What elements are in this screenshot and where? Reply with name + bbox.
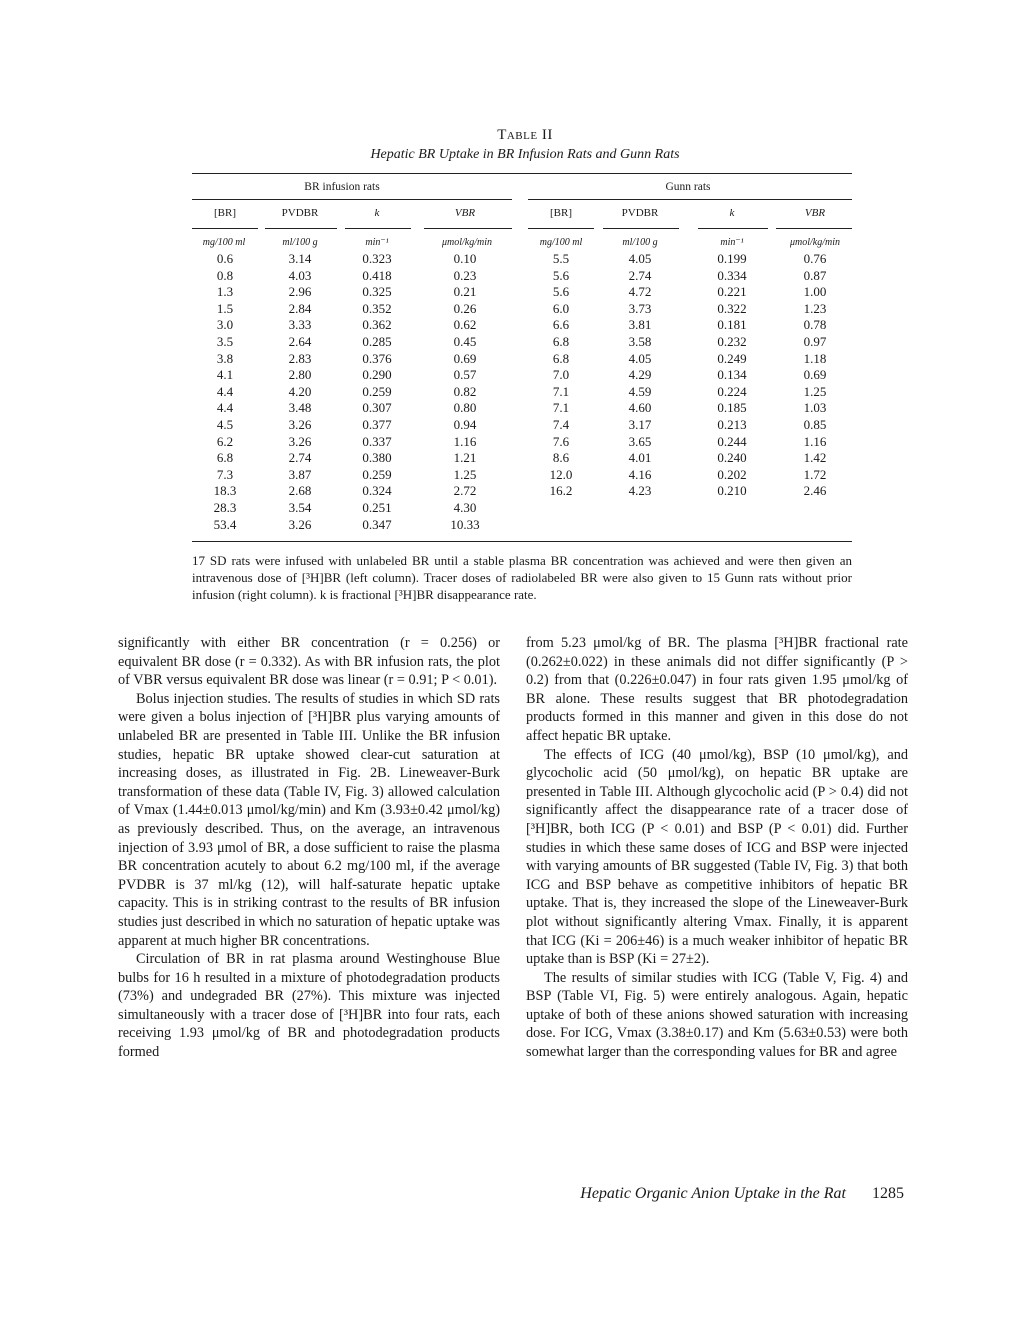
- header-rule: [265, 228, 337, 229]
- table-cell: 1.16: [803, 433, 827, 449]
- table-bottom-rule: [192, 541, 852, 542]
- table-row: [0, 400, 1020, 417]
- table-row: [0, 334, 1020, 351]
- table-row: [0, 317, 1020, 334]
- table-cell: 2.68: [288, 483, 312, 499]
- table-cell: 1.23: [803, 300, 827, 316]
- table-cell: 0.352: [362, 300, 392, 316]
- table-cell: 28.3: [213, 499, 237, 515]
- table-row: [0, 301, 1020, 318]
- table-label: [0, 127, 1020, 144]
- table-cell: 1.42: [803, 450, 827, 466]
- table-cell: 2.84: [288, 300, 312, 316]
- table-cell: 3.48: [288, 400, 312, 416]
- table-cell: 6.8: [216, 450, 234, 466]
- table-cell: 4.05: [628, 251, 652, 266]
- table-cell: 4.4: [216, 383, 234, 399]
- table-row: [0, 367, 1020, 384]
- group-label-gunn: Gunn rats: [665, 181, 711, 193]
- header-rule: [345, 228, 411, 229]
- table-cell: 4.05: [628, 350, 652, 366]
- body-column-left: [118, 634, 500, 1062]
- table-cell: 7.3: [216, 466, 234, 482]
- table-cell: 4.1: [216, 367, 234, 383]
- table-cell: 1.18: [803, 350, 827, 366]
- col-unit: min⁻¹: [720, 237, 744, 248]
- table-cell: 1.3: [216, 284, 234, 300]
- table-cell: 53.4: [213, 516, 237, 532]
- col-unit: ml/100 g: [622, 237, 658, 248]
- header-rule: [603, 228, 679, 229]
- table-cell: 4.30: [453, 499, 477, 515]
- table-cell: 7.4: [552, 416, 570, 432]
- table-cell: 0.232: [717, 333, 747, 349]
- table-body: [0, 251, 1020, 533]
- paragraph: Bolus injection studies. The results of studies in which SD rats were given a bolus injection of [³H]BR plus varying amounts of unlabeled BR are presented in Table III. Unlike the BR infusion studies, hepatic BR uptake showed clear-cut saturation at increasing doses, as illustrated in Fig. 2B. Lineweaver-Burk transformation of these data (Table IV, Fig. 3) allowed calculation of Vmax (1.44±0.013 μmol/kg/min) and Km (3.93±0.42 μmol/kg) as previously described. Thus, on the average, an intravenous injection of 3.93 μmol of BR, a dose sufficient to raise the plasma BR concentration acutely to about 6.2 mg/100 ml, if the average PVDBR is 37 ml/kg (12), will half-saturate hepatic uptake capacity. This is in striking contrast to the results of BR infusion studies just described in which no saturation of hepatic uptake was apparent at much higher BR concentrations.: [118, 690, 500, 949]
- table-cell: 16.2: [549, 483, 573, 499]
- table-cell: 0.347: [362, 516, 392, 532]
- table-cell: 4.5: [216, 416, 234, 432]
- table-cell: 0.69: [803, 367, 827, 383]
- table-cell: 4.01: [628, 450, 652, 466]
- col-header: PVDBR: [281, 207, 319, 219]
- table-row: [0, 483, 1020, 500]
- table-cell: 0.290: [362, 367, 392, 383]
- running-title: Hepatic Organic Anion Uptake in the Rat: [580, 1185, 846, 1202]
- table-cell: 2.46: [803, 483, 827, 499]
- table-cell: 3.65: [628, 433, 652, 449]
- group-rule-gunn: [528, 199, 852, 200]
- table-cell: 0.134: [717, 367, 747, 383]
- table-cell: 0.322: [717, 300, 747, 316]
- table-cell: 0.62: [453, 317, 477, 333]
- table-cell: 0.244: [717, 433, 747, 449]
- table-cell: 3.54: [288, 499, 312, 515]
- header-rule: [698, 228, 768, 229]
- header-rule: [776, 228, 852, 229]
- table-cell: 3.17: [628, 416, 652, 432]
- col-header: [BR]: [550, 207, 572, 219]
- paragraph: Circulation of BR in rat plasma around Westinghouse Blue bulbs for 16 h resulted in a mixture of photodegradation products (73%) and undegraded BR (27%). This mixture was injected simultaneously with a tracer dose of [³H]BR into four rats, each receiving 1.93 μmol/kg of BR and photodegradation products formed: [118, 951, 500, 1061]
- table-cell: 0.85: [803, 416, 827, 432]
- table-cell: 1.03: [803, 400, 827, 416]
- table-label-text: Table II: [497, 127, 553, 143]
- table-cell: 0.221: [717, 284, 747, 300]
- table-cell: 6.6: [552, 317, 570, 333]
- table-cell: 6.0: [552, 300, 570, 316]
- table-cell: 3.26: [288, 416, 312, 432]
- table-cell: 6.8: [552, 333, 570, 349]
- table-row: [0, 500, 1020, 517]
- table-cell: 0.23: [453, 267, 477, 283]
- table-row: [0, 284, 1020, 301]
- table-cell: 0.259: [362, 466, 392, 482]
- table-cell: 4.03: [288, 267, 312, 283]
- table-cell: 0.240: [717, 450, 747, 466]
- table-caption: Hepatic BR Uptake in BR Infusion Rats and Gunn Rats: [370, 147, 680, 162]
- table-cell: 1.21: [453, 450, 477, 466]
- table-cell: 2.83: [288, 350, 312, 366]
- table-cell: 0.80: [453, 400, 477, 416]
- table-cell: 0.94: [453, 416, 477, 432]
- paragraph: The effects of ICG (40 μmol/kg), BSP (10 μmol/kg), and glycocholic acid (50 μmol/kg), on hepatic BR uptake are presented in Table III. Although glycocholic acid (P > 0.4) did not significantly affect the disappearance rate of a tracer dose of [³H]BR, both ICG (P < 0.01) and BSP (P < 0.01) did. Further studies in which these same doses of ICG and BSP were injected with varying amounts of BR suggested (Table IV, Fig. 3) that both ICG and BSP behave as competitive inhibitors of hepatic BR uptake. That is, they increased the slope of the Lineweaver-Burk plot without significantly altering Vmax. Finally, it is apparent that ICG (Ki = 206±46) is a much weaker inhibitor of hepatic BR uptake than is BSP (Ki = 27±2).: [526, 746, 908, 968]
- col-header: VBR: [804, 207, 826, 219]
- table-cell: 0.323: [362, 251, 392, 266]
- table-cell: 0.418: [362, 267, 392, 283]
- group-label-infusion: BR infusion rats: [304, 181, 380, 193]
- table-cell: 1.25: [803, 383, 827, 399]
- table-cell: 8.6: [552, 450, 570, 466]
- col-header: [BR]: [214, 207, 236, 219]
- table-cell: 3.0: [216, 317, 234, 333]
- table-cell: 1.00: [803, 284, 827, 300]
- table-cell: 0.362: [362, 317, 392, 333]
- table-cell: 12.0: [549, 466, 573, 482]
- table-cell: 4.59: [628, 383, 652, 399]
- paragraph: from 5.23 μmol/kg of BR. The plasma [³H]BR fractional rate (0.262±0.022) in these animals did not differ significantly (P > 0.2) from that (0.226±0.047) in four rats given 1.95 μmol/kg of BR alone. These results suggest that BR photodegradation products formed in this manner and given in this dose do not affect hepatic BR uptake.: [526, 635, 908, 744]
- table-cell: 4.29: [628, 367, 652, 383]
- table-cell: 7.6: [552, 433, 570, 449]
- col-header: PVDBR: [621, 207, 659, 219]
- table-top-rule: [192, 173, 852, 174]
- table-cell: 18.3: [213, 483, 237, 499]
- table-row: [0, 251, 1020, 268]
- table-cell: 0.21: [453, 284, 477, 300]
- table-cell: 0.307: [362, 400, 392, 416]
- page-number: 1285: [872, 1185, 904, 1202]
- table-row: [0, 417, 1020, 434]
- table-cell: 6.2: [216, 433, 234, 449]
- table-cell: 2.72: [453, 483, 477, 499]
- table-cell: 5.6: [552, 267, 570, 283]
- table-cell: 3.81: [628, 317, 652, 333]
- col-unit: ml/100 g: [282, 237, 318, 248]
- header-rule: [192, 228, 258, 229]
- col-header: k: [374, 207, 380, 219]
- table-cell: 0.76: [803, 251, 827, 266]
- body-column-right: [526, 634, 908, 1062]
- table-cell: 2.80: [288, 367, 312, 383]
- table-cell: 0.249: [717, 350, 747, 366]
- table-cell: 3.14: [288, 251, 312, 266]
- col-unit: mg/100 ml: [539, 237, 583, 248]
- header-rule: [528, 228, 594, 229]
- col-unit: min⁻¹: [365, 237, 389, 248]
- table-row: [0, 268, 1020, 285]
- header-rule: [424, 228, 512, 229]
- table-cell: 1.25: [453, 466, 477, 482]
- table-cell: 0.324: [362, 483, 392, 499]
- table-cell: 0.251: [362, 499, 392, 515]
- table-cell: 3.26: [288, 433, 312, 449]
- table-cell: 3.73: [628, 300, 652, 316]
- table-cell: 0.376: [362, 350, 392, 366]
- table-cell: 7.1: [552, 400, 570, 416]
- table-row: [0, 450, 1020, 467]
- table-cell: 2.74: [628, 267, 652, 283]
- col-header: VBR: [454, 207, 476, 219]
- table-cell: 3.8: [216, 350, 234, 366]
- table-row: [0, 434, 1020, 451]
- page-footer: [520, 1185, 904, 1203]
- table-cell: 0.213: [717, 416, 747, 432]
- table-cell: 7.1: [552, 383, 570, 399]
- paragraph: significantly with either BR concentration (r = 0.256) or equivalent BR dose (r = 0.332). As with BR infusion rats, the plot of VBR versus equivalent BR dose was linear (r = 0.91; P < 0.01).: [118, 635, 500, 689]
- table-cell: 0.334: [717, 267, 747, 283]
- table-cell: 0.224: [717, 383, 747, 399]
- table-cell: 0.97: [803, 333, 827, 349]
- table-cell: 3.33: [288, 317, 312, 333]
- table-cell: 0.377: [362, 416, 392, 432]
- table-cell: 2.96: [288, 284, 312, 300]
- col-unit: μmol/kg/min: [441, 237, 492, 248]
- table-cell: 1.72: [803, 466, 827, 482]
- table-cell: 4.23: [628, 483, 652, 499]
- col-unit: μmol/kg/min: [789, 237, 840, 248]
- table-cell: 1.16: [453, 433, 477, 449]
- table-cell: 0.10: [453, 251, 477, 266]
- table-cell: 0.82: [453, 383, 477, 399]
- table-cell: 1.5: [216, 300, 234, 316]
- table-cell: 0.210: [717, 483, 747, 499]
- paragraph: The results of similar studies with ICG (Table V, Fig. 4) and BSP (Table VI, Fig. 5) were entirely analogous. Again, hepatic uptake of both of these anions showed saturation with increasing dose. For ICG, Vmax (3.38±0.17) and Km (5.63±0.53) were both somewhat larger than the corresponding values for BR and agree: [526, 969, 908, 1061]
- table-row: [0, 351, 1020, 368]
- table-cell: 5.6: [552, 284, 570, 300]
- table-cell: 7.0: [552, 367, 570, 383]
- col-header: k: [729, 207, 735, 219]
- table-cell: 0.78: [803, 317, 827, 333]
- table-cell: 3.5: [216, 333, 234, 349]
- table-cell: 4.20: [288, 383, 312, 399]
- table-cell: 4.60: [628, 400, 652, 416]
- table-cell: 0.45: [453, 333, 477, 349]
- table-cell: 5.5: [552, 251, 570, 266]
- table-footnote: 17 SD rats were infused with unlabeled BR until a stable plasma BR concentration was achieved and were then given an intravenous dose of [³H]BR (left column). Tracer doses of radiolabeled BR were also given to 15 Gunn rats without prior infusion (right column). k is fractional [³H]BR disappearance rate.: [192, 553, 852, 602]
- table-row: [0, 384, 1020, 401]
- table-cell: 2.64: [288, 333, 312, 349]
- table-cell: 4.4: [216, 400, 234, 416]
- table-cell: 4.16: [628, 466, 652, 482]
- table-cell: 0.285: [362, 333, 392, 349]
- table-cell: 0.325: [362, 284, 392, 300]
- table-cell: 6.8: [552, 350, 570, 366]
- table-cell: 10.33: [450, 516, 480, 532]
- table-cell: 3.87: [288, 466, 312, 482]
- table-cell: 3.58: [628, 333, 652, 349]
- table-cell: 0.185: [717, 400, 747, 416]
- table-cell: 0.199: [717, 251, 747, 266]
- group-rule-infusion: [192, 199, 512, 200]
- table-cell: 0.380: [362, 450, 392, 466]
- table-cell: 0.181: [717, 317, 747, 333]
- table-cell: 0.26: [453, 300, 477, 316]
- table-cell: 0.87: [803, 267, 827, 283]
- table-cell: 0.8: [216, 267, 234, 283]
- table-cell: 3.26: [288, 516, 312, 532]
- table-cell: 0.337: [362, 433, 392, 449]
- table-cell: 0.6: [216, 251, 234, 266]
- col-unit: mg/100 ml: [202, 237, 246, 248]
- table-cell: 0.202: [717, 466, 747, 482]
- table-cell: 0.259: [362, 383, 392, 399]
- table-cell: 0.69: [453, 350, 477, 366]
- table-row: [0, 467, 1020, 484]
- table-cell: 4.72: [628, 284, 652, 300]
- table-cell: 2.74: [288, 450, 312, 466]
- table-cell: 0.57: [453, 367, 477, 383]
- table-row: [0, 517, 1020, 534]
